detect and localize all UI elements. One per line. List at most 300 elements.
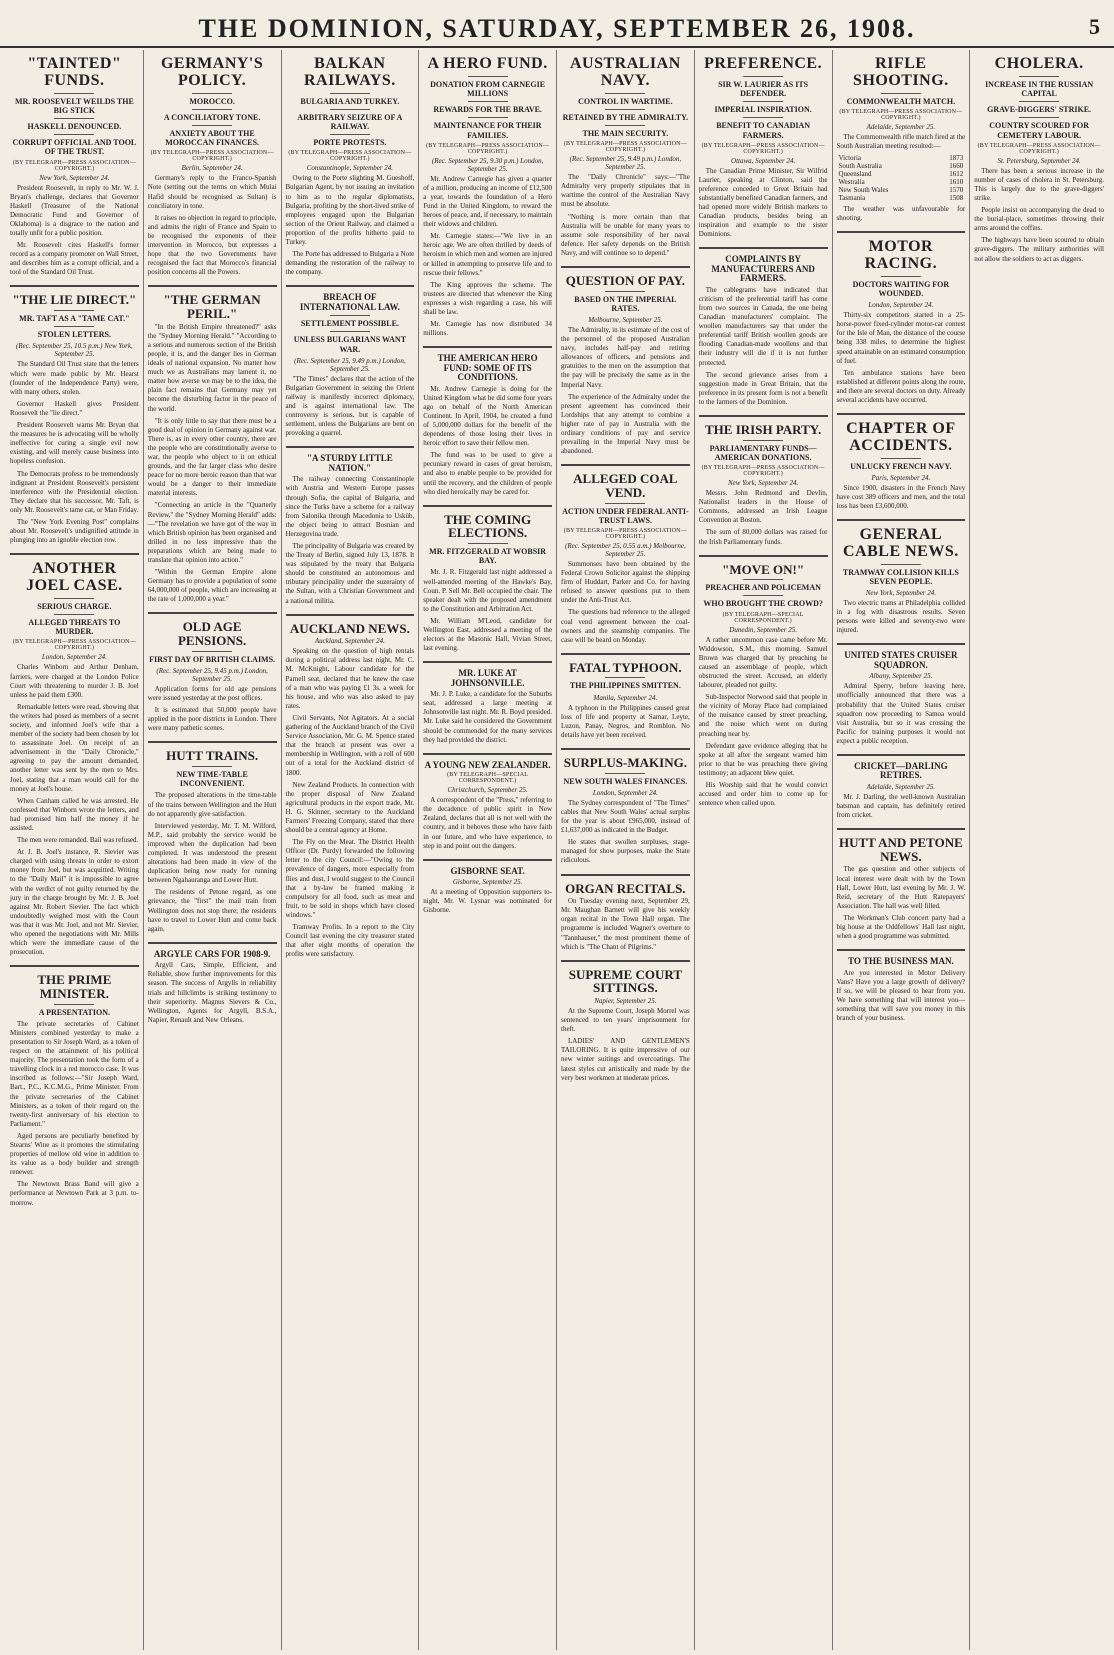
subheadline: HASKELL DENOUNCED. <box>27 121 122 131</box>
article <box>286 285 415 438</box>
section-divider <box>561 874 690 876</box>
divider <box>54 93 94 94</box>
article <box>837 519 966 635</box>
date-line: Auckland, September 24. <box>314 637 385 646</box>
team-name: South Australia <box>838 161 882 170</box>
subheadline: ALLEGED THREATS TO MURDER. <box>28 618 121 637</box>
body-paragraph: The gas question and other subjects of local interest were dealt with by the Town Hall, Lower Hutt, last evening by Mr. J. W. Reid, secretary of the Hutt Ratepayers' Association. The hall was well filled. <box>836 865 966 910</box>
article <box>423 56 552 338</box>
article <box>699 56 828 239</box>
date-line: (Rec. September 25, 10.5 p.m.) New York, September 25. <box>15 342 133 359</box>
body-paragraph: Speaking on the question of high rentals during a political address last night, Mr. C. M. McKnight, Labour candidate for the Parnell seat, declared that he knew the case of a man who was paying £1 3s. a week for his house, and who was also asked to pay rates. <box>285 647 415 710</box>
date-line: St. Petersburg, September 24. <box>997 156 1081 165</box>
body-paragraph: President Roosevelt warns Mr. Bryan that the measures he is advocating will be wholly ineffective for curing a single evil now existing, and will merely cause business into hopeless confusion. <box>10 421 139 466</box>
article <box>286 614 415 960</box>
article <box>561 56 690 258</box>
body-paragraph: Messrs. John Redmond and Devlin, Nationalist leaders in the House of Commons, addressed an Irish League Convention at Boston. <box>698 489 828 525</box>
dateline: (BY TELEGRAPH—PRESS ASSOCIATION—COPYRIGHT.) <box>563 527 687 540</box>
body-paragraph: A typhoon in the Philippines caused great loss of life and property at Samar, Leyte, Luzon, Panay, Negros, and Romblon. No details have yet been received. <box>561 703 690 739</box>
section-divider <box>148 741 277 743</box>
divider <box>468 117 508 118</box>
divider <box>743 117 783 118</box>
date-line: Constantinople, September 24. <box>306 164 394 173</box>
body-paragraph: The Canadian Prime Minister, Sir Wilfrid Laurier, speaking at Clinton, said the preference conceded to Great Britain had substantially benefited Canadian farmers, and had opened more widely British markets to Canadian products, besides being an inspiration and example to the sister Dominions. <box>698 166 828 239</box>
body-paragraph: Two electric trams at Philadelphia collided in a fog with disastrous results. Seven persons were killed and seventy-two were injured. <box>836 599 966 635</box>
team-name: New South Wales <box>838 185 889 194</box>
article <box>837 643 966 746</box>
article <box>561 748 690 865</box>
column-8 <box>970 50 1108 1650</box>
body-paragraph: The second grievance arises from a suggestion made in Great Britain, that the preference in its present form is not a benefit to the farmers of the Dominion. <box>698 370 828 406</box>
dateline: (BY TELEGRAPH—SPECIAL CORRESPONDENT.) <box>722 611 804 624</box>
headline: SUPREME COURT SITTINGS. <box>568 966 683 996</box>
body-paragraph: The Standard Oil Trust state that the letters which were made public by Mr. Hearst (founder of the Independence Party) were, with many others, stolen. <box>10 360 139 396</box>
subheadline: SETTLEMENT POSSIBLE. <box>300 319 399 329</box>
date-line: London, September 24. <box>592 788 658 797</box>
article <box>837 754 966 820</box>
dateline: (BY TELEGRAPH—PRESS ASSOCIATION—COPYRIGHT.) <box>12 159 136 172</box>
team-score: 1610 <box>949 177 964 186</box>
subheadline: ARBITRARY SEIZURE OF A RAILWAY. <box>297 112 403 131</box>
body-paragraph: The Newtown Brass Band will give a performance at Newtown Park at 3 p.m. to-morrow. <box>10 1180 139 1207</box>
body-paragraph: Germany's reply to the Franco-Spanish Note (setting out the terms on which Mulai Hafid should be recognised as Sultan) is conciliatory in tone. <box>147 174 277 210</box>
divider <box>743 579 783 580</box>
dateline: (BY TELEGRAPH—PRESS ASSOCIATION—COPYRIGHT.) <box>977 142 1101 155</box>
article <box>699 247 828 407</box>
headline: RIFLE SHOOTING. <box>853 55 949 89</box>
body-paragraph: Mr. Carnegie has now distributed 34 millions. <box>423 320 552 338</box>
body-paragraph: At a meeting of Opposition supporters to-night, Mr. W. Lysnar was nominated for Gisborne. <box>423 888 552 915</box>
headline: AUCKLAND NEWS. <box>289 620 410 636</box>
column-6 <box>695 50 833 1650</box>
article <box>561 464 690 645</box>
body-paragraph: Sub-Inspector Norwood said that people in the vicinity of Moray Place had complained of the nuisance caused by street preaching, and the noise which went on during preaching near by. <box>698 693 828 738</box>
body-paragraph: Mr. J. Darling, the well-known Australian batsman and captain, has definitely retired from cricket. <box>836 792 966 820</box>
team-score: 1570 <box>949 185 964 194</box>
table-row <box>837 178 966 186</box>
divider <box>330 109 370 110</box>
section-divider <box>561 266 690 268</box>
subheadline: STOLEN LETTERS. <box>37 330 111 340</box>
section-divider <box>286 285 415 287</box>
divider <box>468 101 508 102</box>
headline: "THE LIE DIRECT." <box>12 292 137 308</box>
divider <box>605 93 645 94</box>
headline: HUTT TRAINS. <box>166 748 259 764</box>
team-name: Westralia <box>838 177 865 186</box>
column-7 <box>833 50 971 1650</box>
divider <box>743 440 783 441</box>
date-line: Dunedin, September 25. <box>729 625 797 634</box>
section-divider <box>148 285 277 287</box>
headline: ARGYLE CARS FOR 1908-9. <box>153 948 271 959</box>
headline: MOTOR RACING. <box>864 238 938 272</box>
body-paragraph: The cablegrams have indicated that criticism of the preferential tariff has come from two sources in Canada, the one being Canadian manufacturers' complaint. The woollen manufacturers say that under the preferential tariff British woollen goods are flooding Canadian-made woollens and that their industry will die if it is not further protected. <box>698 285 828 367</box>
team-score: 1612 <box>949 169 964 178</box>
column-5 <box>557 50 695 1650</box>
body-paragraph: "The Times" declares that the action of the Bulgarian Government in seizing the Orient railway is manifestly incorrect diplomacy, and is against international law. The controversy is serious, but is capable of settlement, unless the Bulgarians are bent on provoking a quarrel. <box>285 374 415 438</box>
section-divider <box>423 859 552 861</box>
body-paragraph: He states that swollen surpluses, stage-managed for show purposes, make the State ridiculous. <box>561 838 690 865</box>
section-divider <box>561 464 690 466</box>
divider <box>605 125 645 126</box>
divider <box>468 543 508 544</box>
headline: AUSTRALIAN NAVY. <box>569 55 681 89</box>
divider <box>330 315 370 316</box>
body-paragraph: The Porte has addressed to Bulgaria a Note demanding the restoration of the railway to the company. <box>285 250 415 277</box>
subheadline: PARLIAMENTARY FUNDS—AMERICAN DONATIONS. <box>709 443 817 462</box>
body-paragraph: A rather uncommon case came before Mr. Widdowson, S.M., this morning. Samuel Brown was charged that by preaching he caused an assemblage of people, which obstructed the street. Accused, an elderly labourer, pleaded not guilty. <box>698 635 828 690</box>
section-divider <box>837 231 966 233</box>
body-paragraph: At J. B. Joel's instance, R. Sievier was charged with using threats in order to extort money from Joel, but was acquitted. Writing to the "Daily Mail" it is impossible to agree with the verdict of not guilty returned by the jury in the charge brought by Mr. J. B. Joel against Mr. Robert Sievier. The fact which undoubtedly weighed most with the Court was that it was Mr. Joel, and not Mr. Sievier, who opened the negotiations with Mr. Mills which were the immediate cause of the prosecution. <box>10 848 139 957</box>
body-paragraph: At the Supreme Court, Joseph Morrel was sentenced to ten years' imprisonment for theft. <box>561 1007 690 1034</box>
subheadline: RETAINED BY THE ADMIRALTY. <box>562 112 689 122</box>
divider <box>743 76 783 77</box>
body-paragraph: The Sydney correspondent of "The Times" cables that New South Wales' actual surplus for the year is about £965,000, instead of £1,637,000 as indicated in the Budget. <box>561 798 690 835</box>
body-paragraph: Mr. Andrew Carnegie is doing for the United Kingdom what he did some four years ago on behalf of the North American Continent. In April, 1904, he created a fund of 5,000,000 dollars for the benefit of the dependents of those losing their lives in heroic effort to save their fellow men. <box>423 384 552 448</box>
subheadline: MAINTENANCE FOR THEIR FAMILIES. <box>433 121 542 140</box>
article <box>10 965 139 1207</box>
date-line: (Rec. September 25, 9.49 p.m.) London, September 25. <box>294 356 406 373</box>
body-paragraph: "It is only little to say that there must be a good deal of opinion in Germany against war. There is, as in every other country, there are the people who are constitutionally averse to war, the people who object to it on ethical grounds, and the far larger class who desire peace for no more heroic reason than that war would be a danger to their immediate material interests. <box>147 416 277 498</box>
body-paragraph: Application forms for old age pensions were issued yesterday at the post offices. <box>147 684 277 703</box>
body-paragraph: It is estimated that 50,000 people have applied in the poor districts in London. There were many pathetic scenes. <box>147 706 277 733</box>
date-line: Gisborne, September 25. <box>452 878 523 887</box>
subheadline: DOCTORS WAITING FOR WOUNDED. <box>852 279 950 298</box>
section-divider <box>837 949 966 951</box>
body-paragraph: The Fly on the Meat. The District Health Officer (Dr. Purdy) forwarded the following letter to the city Council:—"Owing to the prevalence of dangers, more especially from flies and dust, I would suggest to the Council that a by-law be framed making it compulsory for all food, such as meat and fruit, to be sold in shops which have closed windows." <box>285 838 415 919</box>
divider <box>54 134 94 135</box>
article <box>423 661 552 744</box>
body-paragraph: Aged persons are peculiarly benefited by Stearns' Wine as it promotes the stimulating properties of mellow old wine in addition to its value as a body builder and strength renewer. <box>10 1131 139 1177</box>
article <box>561 874 690 952</box>
date-line: Manila, September 24. <box>593 693 658 702</box>
body-paragraph: Charles Winborn and Arthur Denham, farriers, were charged at the London Police Court with threatening to murder J. B. Joel unless he paid them £300. <box>10 663 139 699</box>
body-paragraph: The Admiralty, in its estimate of the cost of the personnel of the proposed Australian navy, includes half-pay and retiring allowances of officers, and pensions and gratuities to the men on the assumption that the pay will be precisely the same as in the Imperial Navy. <box>561 326 690 389</box>
divider <box>192 766 232 767</box>
body-paragraph: People insist on accompanying the dead to the burial-place, sometimes throwing their arms around the coffins. <box>974 206 1104 233</box>
dateline: (BY TELEGRAPH—PRESS ASSOCIATION—COPYRIGHT.) <box>288 150 412 163</box>
body-paragraph: Admiral Sperry, before leaving here, unofficially announced that there was a probability that the United States cruiser squadron now proceeding to Samoa would visit Australia, but so it was crossing the Pacific for training purposes it would not expect a public reception. <box>836 682 966 745</box>
divider <box>54 1004 94 1005</box>
masthead <box>0 0 1114 48</box>
date-line: Melbourne, September 25. <box>588 316 663 325</box>
section-divider <box>423 505 552 507</box>
page-number: 5 <box>1089 14 1100 39</box>
subheadline: COUNTRY SCOURED FOR CEMETERY LABOUR. <box>989 121 1090 140</box>
article <box>561 960 690 1083</box>
date-line: New York, September 24. <box>39 173 110 182</box>
subheadline: WHO BROUGHT THE CROWD? <box>703 599 823 609</box>
section-divider <box>148 942 277 944</box>
section-divider <box>561 653 690 655</box>
section-divider <box>561 960 690 962</box>
divider <box>330 93 370 94</box>
divider <box>743 595 783 596</box>
body-paragraph: The men were remanded. Bail was refused. <box>17 836 139 845</box>
headline: SURPLUS-MAKING. <box>563 755 687 771</box>
body-paragraph: Are you interested in Motor Delivery Vans? Have you a large growth of delivery? If so, we will be pleased to hear from you. We have something that will interest you—something that will save you money in this branch of your business. <box>836 968 966 1023</box>
divider <box>605 503 645 504</box>
headline: TO THE BUSINESS MAN. <box>848 956 954 967</box>
headline: GISBORNE SEAT. <box>450 865 525 876</box>
body-paragraph: Governor Haskell gives President Roosevelt the "lie direct." <box>10 399 139 417</box>
article <box>699 555 828 809</box>
table-row <box>837 170 966 178</box>
divider <box>330 134 370 135</box>
body-paragraph: Mr. Roosevelt cites Haskell's former record as a company promoter on Wall Street, and describes him as a corrupt official, and a tool of the Standard Oil Trust. <box>10 241 139 277</box>
section-divider <box>561 748 690 750</box>
subheadline: REWARDS FOR THE BRAVE. <box>433 105 542 115</box>
team-name: Queensland <box>838 169 872 178</box>
table-row <box>837 194 966 202</box>
subheadline: DONATION FROM CARNEGIE MILLIONS <box>430 79 546 98</box>
headline: CRICKET—DARLING RETIRES. <box>854 761 948 781</box>
body-paragraph: On Tuesday evening next, September 29, Mr. Maughan Barnett will give his weekly organ recital in the Town Hall organ. The programme is included Wagner's overture to "Tannhauser," the most prominent theme of which is "The Chant of Pilgrims." <box>561 897 690 951</box>
dateline: (BY TELEGRAPH—PRESS ASSOCIATION—COPYRIGHT.) <box>701 142 825 155</box>
article <box>423 505 552 654</box>
article <box>148 942 277 1025</box>
subheadline: INCREASE IN THE RUSSIAN CAPITAL <box>985 79 1094 98</box>
dateline: (BY TELEGRAPH—PRESS ASSOCIATION—COPYRIGHT.) <box>701 465 825 478</box>
headline: MR. LUKE AT JOHNSONVILLE. <box>450 668 525 688</box>
subheadline: ACTION UNDER FEDERAL ANTI-TRUST LAWS. <box>562 506 689 525</box>
dateline: (BY TELEGRAPH—PRESS ASSOCIATION—COPYRIGHT.) <box>563 141 687 154</box>
headline: A HERO FUND. <box>427 55 548 72</box>
divider <box>1019 117 1059 118</box>
team-score: 1508 <box>949 193 964 202</box>
body-paragraph: Ten ambulance stations have been established at different points along the route, and there are several doctors on duty. Already several accidents have occurred. <box>836 368 966 404</box>
subheadline: IMPERIAL INSPIRATION. <box>714 105 812 115</box>
body-paragraph: Mr. William M'Leod, candidate for Wellington East, addressed a meeting of the electors at the Masonic Hall, Vivian Street, last evening. <box>423 616 552 653</box>
body-paragraph: Owing to the Porte slighting M. Gueshoff, Bulgarian Agent, by not issuing an invitation to him as to the regular diplomatists, Bulgaria, profiting by the short-lived strike of employees engaged upon the Bulgarian section of the Orient Railway, and claimed a proportion of the profits hitherto paid to Turkey. <box>285 174 415 246</box>
body-paragraph: LADIES' AND GENTLEMEN'S TAILORING. It is quite impressive of our new winter suitings and overcoatings. The latest styles cut artistically and made by the very best workmen at moderate prices. <box>561 1037 690 1082</box>
section-divider <box>286 446 415 448</box>
body-paragraph: Thirty-six competitors started in a 25-horse-power fixed-cylinder motor-car contest for the Isle of Man, the distance of the course being 338 miles, to determine the highest speed attainable on an estimated consumption of fuel. <box>836 311 966 365</box>
section-divider <box>10 285 139 287</box>
body-paragraph: Summonses have been obtained by the Federal Crown Solicitor against the shipping firm of Huddart, Parker and Co. for having refused to answer questions put to them under the Anti-Trust Act. <box>561 559 690 605</box>
body-paragraph: It raises no objection in regard to principle, and admits the right of France and Spain to be recognised the exponents of their intervention in Morocco, but expresses a hope that the two Governments have recognised the fact that Morocco's financial position concerns all the Powers. <box>147 213 277 277</box>
date-line: (Rec. September 25, 9.49 p.m.) London, September 25. <box>569 155 682 172</box>
divider <box>605 291 645 292</box>
subheadline: PREACHER AND POLICEMAN <box>705 583 821 593</box>
date-line: Albany, September 25. <box>869 672 933 681</box>
divider <box>605 773 645 774</box>
body-paragraph: The "Daily Chronicle" says:—"The Admiralty very properly stipulates that in wartime the control of the Australian Navy must be absolute. <box>561 173 690 209</box>
divider <box>881 276 921 277</box>
article <box>837 413 966 511</box>
date-line: Christchurch, September 25. <box>447 786 528 795</box>
date-line: London, September 24. <box>41 653 107 662</box>
team-name: Victoria <box>838 153 862 162</box>
section-divider <box>837 643 966 645</box>
article <box>561 266 690 456</box>
headline: "TAINTED" FUNDS. <box>27 55 122 89</box>
divider <box>54 598 94 599</box>
body-paragraph: The King approves the scheme. The trustees are directed that whenever the King expresses a wish regarding a case, his will shall be law. <box>423 280 552 317</box>
article <box>561 653 690 740</box>
divider <box>54 614 94 615</box>
section-divider <box>699 555 828 557</box>
headline: ORGAN RECITALS. <box>565 880 686 896</box>
headline: CHOLERA. <box>994 55 1084 72</box>
body-paragraph: The weather was unfavourable for shooting. <box>836 204 966 223</box>
date-line: Paris, September 24. <box>871 473 931 482</box>
subheadline: UNLESS BULGARIANS WANT WAR. <box>293 335 407 354</box>
body-paragraph: There has been a serious increase in the number of cases of cholera in St. Petersburg. This is largely due to the grave-diggers' strike. <box>974 166 1104 203</box>
body-paragraph: The Workman's Club concert party had a big house at the Oddfellows' Hall last night, when a good programme was submitted. <box>836 913 966 941</box>
article <box>286 446 415 605</box>
date-line: Adelaide, September 25. <box>866 122 936 131</box>
subheadline: TRAMWAY COLLISION KILLS SEVEN PEOPLE. <box>842 567 959 586</box>
date-line: New York, September 24. <box>727 479 799 488</box>
article <box>10 56 139 277</box>
body-paragraph: Since 1900, disasters in the French Navy have cost 389 officers and men, and the total loss has been £3,600,000. <box>836 483 966 511</box>
divider <box>54 310 94 311</box>
headline: THE AMERICAN HERO FUND: SOME OF ITS CONDITIONS. <box>437 353 538 383</box>
headline: ANOTHER JOEL CASE. <box>26 560 123 595</box>
body-paragraph: Interviewed yesterday, Mr. T. M. Wilford, M.P., said probably the service would be improved when the duplication had been completed. It was understood the present alterations had been made in view of the duplication being now ready for running between Ngahauranga and Lower Hutt. <box>147 821 277 885</box>
divider <box>881 93 921 94</box>
team-score: 1873 <box>949 153 964 162</box>
team-name: Tasmania <box>838 193 866 202</box>
body-paragraph: The highways have been scoured to obtain grave-diggers. The military authorities will not allow the soldiers to act as diggers. <box>974 236 1104 263</box>
section-divider <box>423 346 552 348</box>
section-divider <box>10 553 139 555</box>
subheadline: FIRST DAY OF BRITISH CLAIMS. <box>149 654 276 664</box>
newspaper-title: THE DOMINION, SATURDAY, SEPTEMBER 26, 1908. <box>198 14 916 43</box>
column-4 <box>419 50 557 1650</box>
scores-table <box>837 154 966 202</box>
table-row <box>837 186 966 194</box>
newspaper-page <box>6 50 1108 1650</box>
headline: BALKAN RAILWAYS. <box>303 55 396 89</box>
section-divider <box>837 754 966 756</box>
headline: FATAL TYPHOON. <box>569 659 682 675</box>
subheadline: ANXIETY ABOUT THE MOROCCAN FINANCES. <box>165 128 260 148</box>
body-paragraph: Tramway Profits. In a report to the City Council last evening the city treasurer stated that after eight months of operation the profits were satisfactory. <box>285 923 415 959</box>
column-1 <box>6 50 144 1650</box>
table-row <box>837 162 966 170</box>
body-paragraph: Remarkable letters were read, showing that the writers had posed as members of a secret society, and informed Joel's wife that a member of the society had been chosen by lot to assassinate Joel. On receipt of an advertisement in the "Daily Chronicle," agreeing to pay the amount demanded, another letter was sent by the men to Mrs. Joel, stating that a man would call for the money at Joel's house. <box>10 702 139 793</box>
body-paragraph: The principality of Bulgaria was created by the Treaty of Berlin, signed July 13, 1878. It was stipulated by the treaty that Bulgaria should be constituted an autonomous and tributary principality under the suzerainty of the Sultan, with a Christian Government and a national militia. <box>285 542 415 605</box>
divider <box>330 331 370 332</box>
body-paragraph: "Nothing is more certain than that Australia will be unable for many years to assume sole responsibility of her naval defence. Her safety depends on the British Navy, and will continue so to depend." <box>561 212 690 257</box>
article <box>699 415 828 547</box>
divider <box>192 109 232 110</box>
divider <box>1019 101 1059 102</box>
column-2 <box>144 50 282 1650</box>
article <box>10 553 139 957</box>
article <box>148 612 277 733</box>
body-paragraph: "In the British Empire threatened?" asks the "Sydney Morning Herald." "According to a serious and numerous section of the British people, it is, and the danger lies in German ideals of national expansion. No matter how much we as Australians may lament it, no matter how averse we may be to the idea, the plain fact remains that Germany may yet become the disturbing factor in the peace of the world. <box>147 322 277 413</box>
date-line: Berlin, September 24. <box>181 164 243 173</box>
article <box>974 56 1104 264</box>
dateline: (BY TELEGRAPH—PRESS ASSOCIATION—COPYRIGHT.) <box>150 150 274 163</box>
divider <box>743 101 783 102</box>
divider <box>468 76 508 77</box>
subheadline: A PRESENTATION. <box>38 1007 111 1017</box>
subheadline: NEW TIME-TABLE INCONVENIENT. <box>176 770 248 789</box>
headline: A YOUNG NEW ZEALANDER. <box>424 759 551 770</box>
headline: GENERAL CABLE NEWS. <box>843 526 959 560</box>
body-paragraph: Mr. J. P. Luke, a candidate for the Suburbs seat, addressed a large meeting at Johnsonville last night. Mr. R. Boyd presided. Mr. Luke said he considered the Government should be commended for the many services they had provided the district. <box>423 690 552 744</box>
headline: "THE GERMAN PERIL." <box>163 292 261 322</box>
divider <box>1019 76 1059 77</box>
dateline: (BY TELEGRAPH—PRESS ASSOCIATION—COPYRIGHT.) <box>426 142 550 155</box>
dateline: (BY TELEGRAPH—SPECIAL CORRESPONDENT.) <box>447 772 529 785</box>
subheadline: BENEFIT TO CANADIAN FARMERS. <box>716 121 811 140</box>
section-divider <box>837 828 966 830</box>
subheadline: NEW SOUTH WALES FINANCES. <box>563 776 688 786</box>
divider <box>881 564 921 565</box>
headline: GERMANY'S POLICY. <box>160 55 264 89</box>
body-paragraph: The "New York Evening Post" complains about Mr. Roosevelt's undignified attitude in plunging into an ignoble election row. <box>10 517 139 545</box>
subheadline: SIR W. LAURIER AS ITS DEFENDER. <box>718 79 809 98</box>
table-row <box>837 154 966 162</box>
subheadline: UNLUCKY FRENCH NAVY. <box>850 461 952 471</box>
headline: COMPLAINTS BY MANUFACTURERS AND FARMERS. <box>711 254 815 284</box>
body-paragraph: A correspondent of the "Press," referring to the decadence of public spirit in New Zealand, declares that all is not well with the country, and it behoves those who have faith in our future, and who have experience, to step in and point out the dangers. <box>423 796 552 850</box>
body-paragraph: New Zealand Products. In connection with the proper disposal of New Zealand agricultural products in the export trade, Mr. H. G. Skinner, secretary to the Auckland Farmers' Freezing Company, stated that there should be a central agency at Home. <box>285 780 415 835</box>
subheadline: MR. ROOSEVELT WEILDS THE BIG STICK <box>14 96 134 115</box>
subheadline: COMMONWEALTH MATCH. <box>846 96 956 106</box>
headline: QUESTION OF PAY. <box>565 273 686 288</box>
headline: THE IRISH PARTY. <box>705 422 822 438</box>
date-line: Adelaide, September 25. <box>866 782 936 791</box>
body-paragraph: Civil Servants, Not Agitators. At a social gathering of the Auckland branch of the Civil Service Association, Mr. G. M. Spence stated that the branch at present was over a membership in Wellington, with a roll of 600 out of a total for the Auckland district of 1800. <box>285 713 415 777</box>
article <box>286 56 415 277</box>
section-divider <box>699 415 828 417</box>
subheadline: CONTROL IN WARTIME. <box>578 96 673 106</box>
date-line: (Rec. September 25, 0.55 a.m.) Melbourne, September 25. <box>565 541 686 558</box>
body-paragraph: The Democrats profess to be tremendously indignant at President Roosevelt's persistent interference with the Presidential election. They declare that his successor, Mr. Taft, is only Mr. Roosevelt's tame cat, or Man Friday. <box>10 469 139 514</box>
headline: UNITED STATES CRUISER SQUADRON. <box>844 650 958 670</box>
date-line: (Rec. September 25, 9.45 p.m.) London, September 25. <box>156 666 268 683</box>
subheadline: BULGARIA AND TURKEY. <box>300 96 400 106</box>
body-paragraph: The railway connecting Constantinople with Austria and Western Europe passes through Sofia, the capital of Bulgaria, and since the Turks have a scheme for a railway from Salonika through Macedonia to Usküb, the object being to attract Bosnian and Herzegovina trade. <box>285 475 415 538</box>
headline: THE PRIME MINISTER. <box>37 972 112 1001</box>
body-paragraph: The proposed alterations in the time-table of the trains between Wellington and the Hutt do not apparently give satisfaction. <box>147 791 277 818</box>
headline: THE COMING ELECTIONS. <box>444 511 532 541</box>
section-divider <box>699 247 828 249</box>
body-paragraph: The sum of 80,000 dollars was raised for the Irish Parliamentary funds. <box>698 528 828 546</box>
article <box>423 753 552 851</box>
column-3 <box>282 50 420 1650</box>
section-divider <box>423 661 552 663</box>
body-paragraph: "Within the German Empire alone Germany has to provide a population of some 64,000,000 of people, which are increasing at the rate of 1,000,000 a year." <box>147 568 277 604</box>
article <box>148 56 277 277</box>
date-line: (Rec. September 25, 9.30 p.m.) London, September 25. <box>431 156 544 173</box>
headline: BREACH OF INTERNATIONAL LAW. <box>299 292 400 312</box>
subheadline: A CONCILIATORY TONE. <box>163 112 261 122</box>
body-paragraph: The private secretaries of Cabinet Ministers combined yesterday to make a presentation to Sir Joseph Ward, as a token of respect on the attainment of his political majority. The presentation took the form of a travelling clock in a red morocco case. It was inscribed as follows:—"Sir Joseph Ward, Bart., P.C., K.C.M.G., Prime Minister. From the private secretaries of the Cabinet Ministers, as a token of their regard on the twenty-first anniversary of his election to Parliament." <box>10 1019 139 1128</box>
article <box>148 741 277 933</box>
article <box>837 828 966 941</box>
headline: PREFERENCE. <box>704 55 823 72</box>
subheadline: MOROCCO. <box>189 96 235 106</box>
headline: OLD AGE PENSIONS. <box>177 619 247 649</box>
article <box>10 285 139 545</box>
subheadline: CORRUPT OFFICIAL AND TOOL OF THE TRUST. <box>12 138 137 157</box>
divider <box>192 125 232 126</box>
subheadline: PORTE PROTESTS. <box>313 138 387 148</box>
date-line: Napier, September 25. <box>594 997 657 1005</box>
subheadline: SERIOUS CHARGE. <box>37 601 112 611</box>
headline: ALLEGED COAL VEND. <box>573 471 678 500</box>
section-divider <box>837 519 966 521</box>
body-paragraph: Defendant gave evidence alleging that he spoke at all after the sergeant warned him prior to that he was preaching there giving testimony; an adjacent blew quiet. <box>698 741 828 777</box>
